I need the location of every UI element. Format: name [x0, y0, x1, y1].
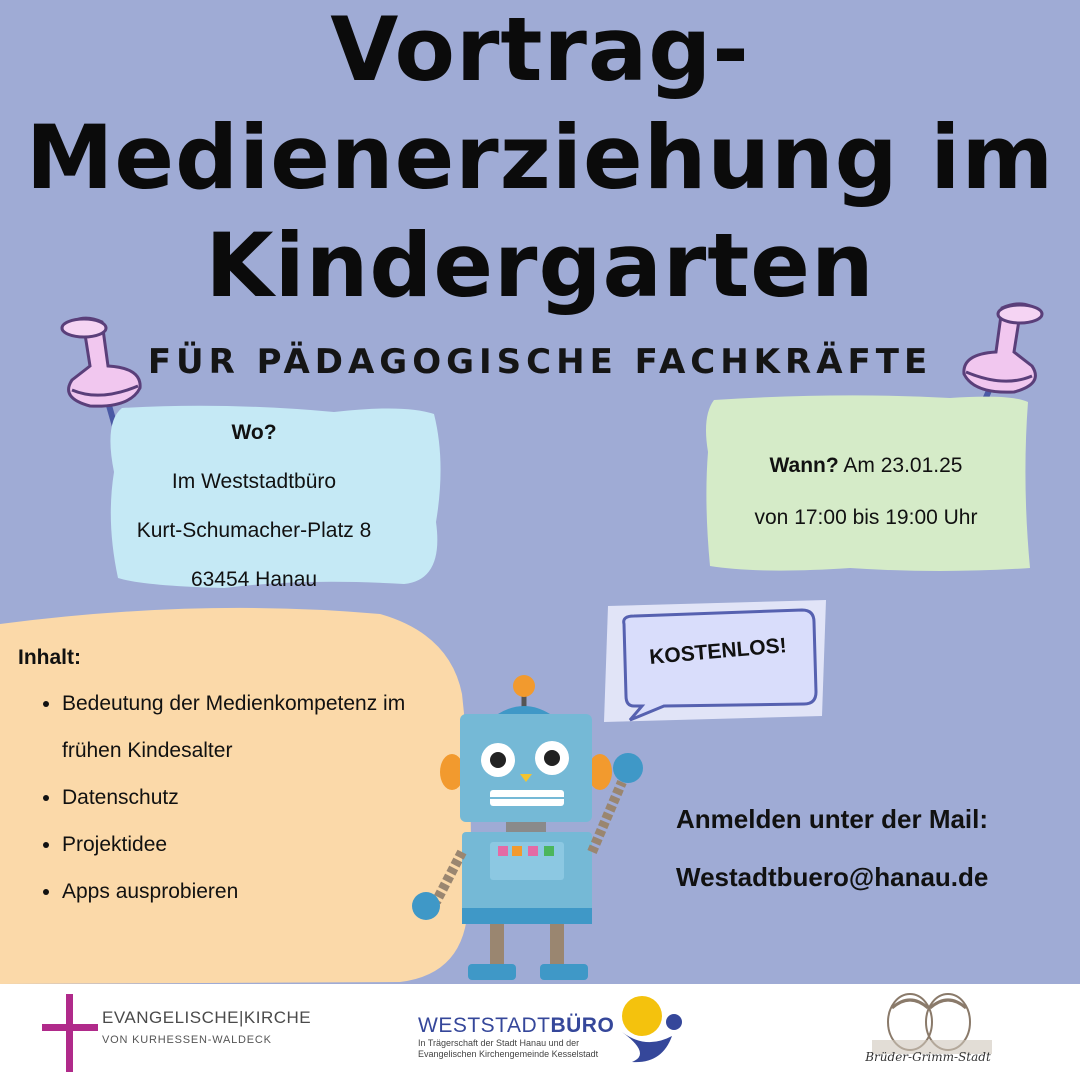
title-line-3: Kindergarten	[205, 214, 875, 317]
content-label: Inhalt:	[18, 646, 81, 669]
free-label: KOSTENLOS!	[648, 634, 788, 669]
registration-email: Westadtbuero@hanau.de	[676, 862, 989, 892]
content-list	[36, 680, 442, 915]
location-text	[104, 408, 404, 604]
date-label: Wann?	[769, 454, 839, 477]
weststadtbuero-logo	[418, 1014, 614, 1060]
evangelische-kirche-logo	[102, 1008, 311, 1046]
weststadtbuero-emblem-icon	[612, 992, 690, 1070]
poster-title	[0, 0, 1080, 320]
grimm-brothers-portrait-icon	[862, 988, 1002, 1054]
location-city: 63454 Hanau	[190, 568, 318, 591]
ws-name-part2: BÜRO	[550, 1014, 615, 1037]
registration-label: Anmelden unter der Mail:	[676, 804, 989, 834]
date-value: Am 23.01.25	[838, 454, 963, 477]
location-label: Wo?	[231, 421, 277, 444]
ek-name: EVANGELISCHE|KIRCHE	[102, 1008, 312, 1027]
list-item: • Bedeutung der Medienkompetenz im frühen Kindesalter	[62, 680, 442, 774]
ek-region: VON KURHESSEN-WALDECK	[102, 1034, 272, 1046]
ws-subline: In Trägerschaft der Stadt Hanau und der Evangelischen Kirchengemeinde Kesselstadt	[418, 1038, 599, 1059]
registration-text	[676, 790, 988, 906]
date-text	[718, 440, 1014, 544]
cross-icon	[42, 994, 98, 1072]
subtitle: FÜR PÄDAGOGISCHE FACHKRÄFTE	[147, 342, 933, 382]
title-line-2: Medienerziehung im	[25, 106, 1055, 209]
location-street: Kurt-Schumacher-Platz 8	[136, 519, 372, 542]
hanau-signature: Brüder-Grimm-Stadt	[865, 1050, 991, 1064]
list-item: • Datenschutz	[62, 774, 442, 821]
time-value: von 17:00 bis 19:00 Uhr	[754, 506, 978, 529]
list-item: • Apps ausprobieren	[62, 868, 442, 915]
location-place: Im Weststadtbüro	[171, 470, 337, 493]
ws-name-part1: WESTSTADT	[418, 1014, 551, 1037]
title-line-1: Vortrag-	[330, 0, 750, 101]
robot-illustration	[406, 672, 656, 984]
list-item: • Projektidee	[62, 821, 442, 868]
